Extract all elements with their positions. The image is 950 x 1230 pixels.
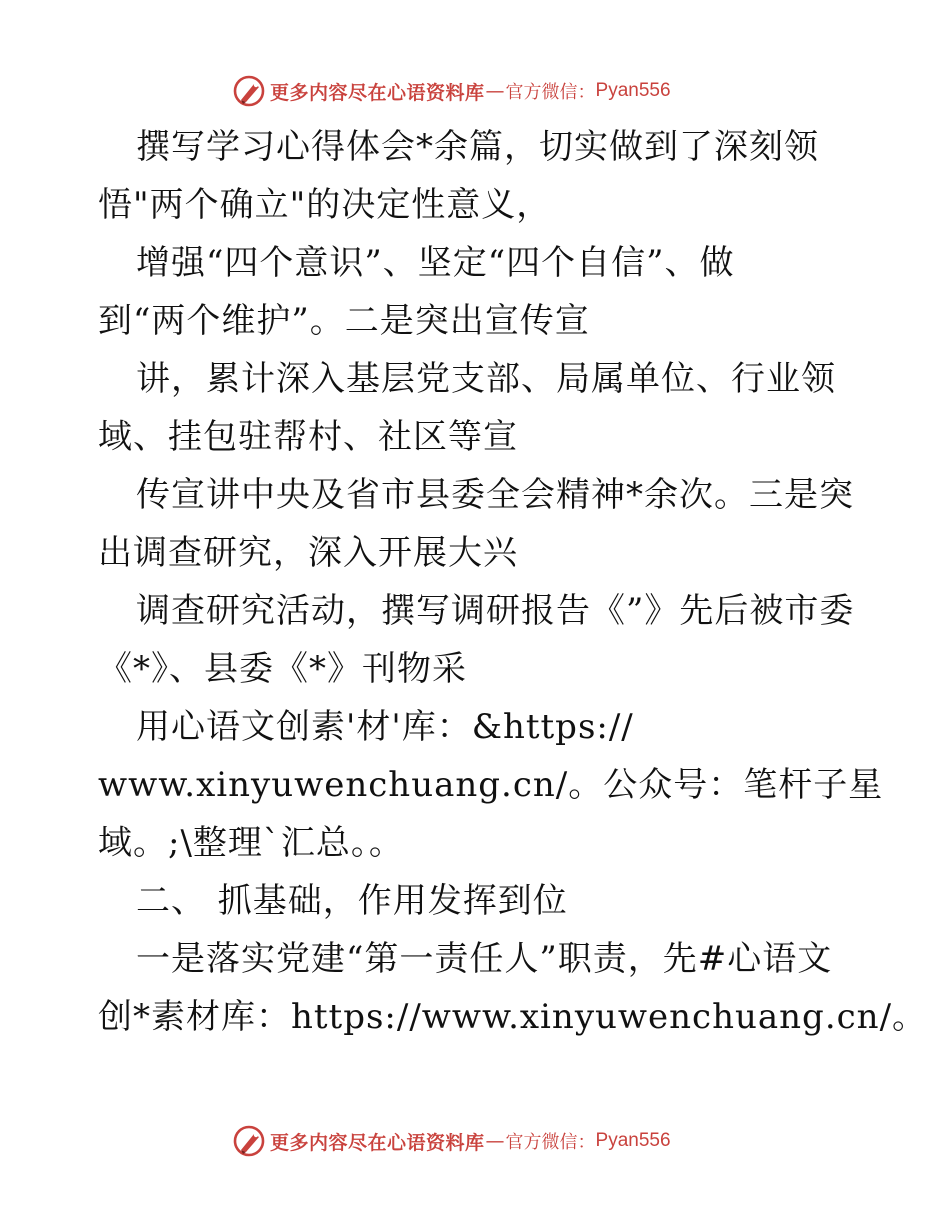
banner-title: 更多内容尽在心语资料库 [270, 1131, 485, 1154]
text-line: 创*素材库：https://www.xinyuwenchuang.cn/。 [98, 997, 928, 1037]
text-line: 调查研究活动，撰写调研报告《”》先后被市委 [136, 591, 855, 631]
banner-title: 更多内容尽在心语资料库 [270, 81, 485, 104]
banner-wechat-id: Pyan556 [595, 1130, 671, 1151]
text-line: 《*》、县委《*》刊物采 [98, 649, 467, 689]
header-banner [232, 71, 712, 111]
text-line: 用心语文创素'材'库：&https:// [136, 707, 634, 747]
pen-circle-logo-icon [232, 74, 266, 108]
text-line: 讲，累计深入基层党支部、局属单位、行业领 [136, 359, 836, 399]
text-line: 传宣讲中央及省市县委全会精神*余次。三是突 [136, 475, 854, 515]
banner-wechat-label: 官方微信： [505, 1132, 596, 1153]
text-line: 域。;\整理`汇总。。 [98, 823, 404, 863]
text-line: 撰写学习心得体会*余篇，切实做到了深刻领 [136, 127, 819, 167]
text-line: 出调查研究，深入开展大兴 [98, 533, 518, 573]
pen-circle-logo-icon [232, 1124, 266, 1158]
section-heading: 二、 抓基础，作用发挥到位 [136, 881, 568, 921]
banner-wechat-id: Pyan556 [595, 80, 671, 101]
text-line: 悟"两个确立"的决定性意义， [98, 185, 552, 225]
banner-separator: — [485, 1130, 505, 1152]
text-line: 到“两个维护”。二是突出宣传宣 [98, 301, 590, 341]
text-line: 域、挂包驻帮村、社区等宣 [98, 417, 518, 457]
banner-separator: — [485, 80, 505, 102]
text-line: 增强“四个意识”、坚定“四个自信”、做 [136, 243, 735, 283]
text-line: 一是落实党建“第一责任人”职责，先#心语文 [136, 939, 833, 979]
text-line: www.xinyuwenchuang.cn/。公众号：笔杆子星 [98, 765, 884, 805]
footer-banner [232, 1121, 712, 1161]
banner-wechat-label: 官方微信： [505, 82, 596, 103]
